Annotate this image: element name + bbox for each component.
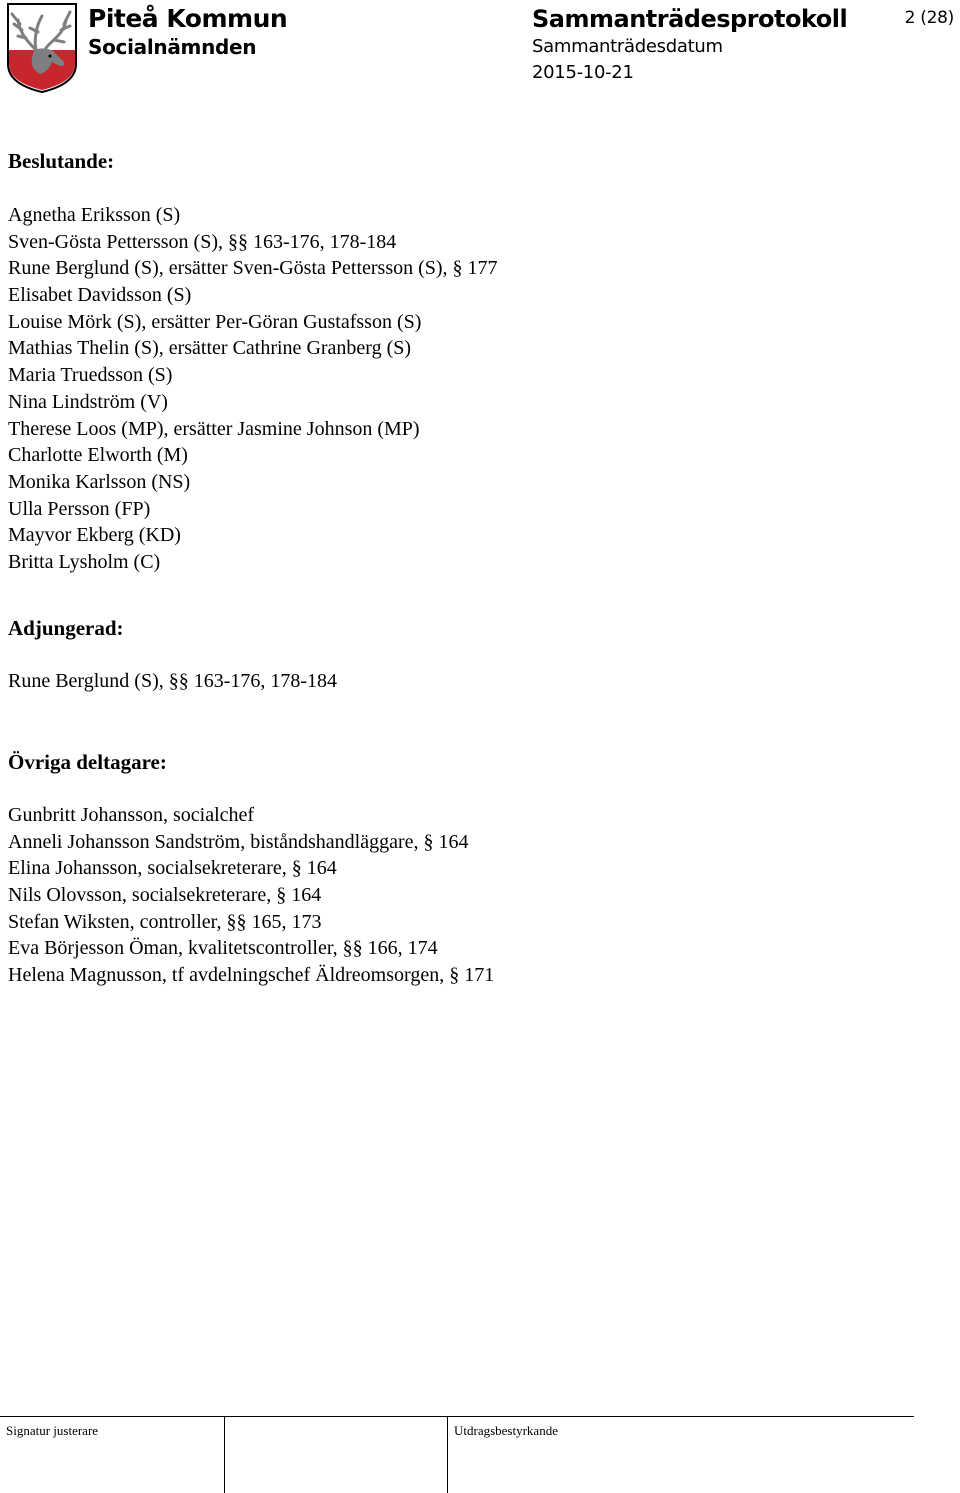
beslutande-heading: Beslutande: [8,149,115,173]
document-title: Sammanträdesprotokoll [532,5,848,33]
adjungerad-heading: Adjungerad: [8,616,124,640]
list-item: Charlotte Elworth (M) [8,444,188,467]
list-item: Sven-Gösta Pettersson (S), §§ 163-176, 178-184 [8,230,397,253]
list-item: Mathias Thelin (S), ersätter Cathrine Granberg (S) [8,337,412,360]
org-name: Piteå Kommun [88,4,288,33]
signature-cell [0,1417,225,1493]
list-item: Gunbritt Johansson, socialchef [8,804,255,826]
pitea-kommun-logo [6,2,78,94]
signature-cell-empty [225,1417,448,1493]
list-item: Helena Magnusson, tf avdelningschef Äldreomsorgen, § 171 [8,964,495,987]
document-info [532,4,847,86]
list-item: Mayvor Ekberg (KD) [8,524,181,547]
list-item: Rune Berglund (S), ersätter Sven-Gösta Pettersson (S), § 177 [8,257,498,280]
list-item: Elina Johansson, socialsekreterare, § 164 [8,857,337,880]
list-item: Ulla Persson (FP) [8,497,151,520]
list-item: Elisabet Davidsson (S) [8,284,192,307]
department-name: Socialnämnden [88,35,257,59]
utdrag-cell [448,1417,914,1493]
beslutande-list [8,202,498,576]
signatur-justerare-label: Signatur justerare [6,1423,99,1438]
utdragsbestyrkande-label: Utdragsbestyrkande [454,1423,558,1438]
list-item: Rune Berglund (S), §§ 163-176, 178-184 [8,670,338,692]
list-item: Louise Mörk (S), ersätter Per-Göran Gustafsson (S) [8,310,422,333]
page-number: 2 (28) [904,8,954,28]
signature-footer [0,1416,914,1493]
list-item: Maria Truedsson (S) [8,364,173,387]
list-item: Nils Olovsson, socialsekreterare, § 164 [8,884,322,907]
meeting-date-label: Sammanträdesdatum [532,36,723,57]
list-item: Therese Loos (MP), ersätter Jasmine Johnson (MP) [8,417,420,440]
list-item: Britta Lysholm (C) [8,550,161,573]
list-item: Agnetha Eriksson (S) [8,204,181,226]
ovriga-deltagare-heading: Övriga deltagare: [8,750,167,774]
list-item: Stefan Wiksten, controller, §§ 165, 173 [8,910,322,933]
list-item: Monika Karlsson (NS) [8,470,191,493]
meeting-date: 2015-10-21 [532,62,634,83]
list-item: Eva Börjesson Öman, kvalitetscontroller, §§ 166, 174 [8,937,438,960]
organization-block [88,4,287,60]
list-item: Nina Lindström (V) [8,390,168,413]
list-item: Anneli Johansson Sandström, biståndshandläggare, § 164 [8,830,469,853]
ovriga-deltagare-list [8,802,494,989]
adjungerad-list [8,668,337,695]
